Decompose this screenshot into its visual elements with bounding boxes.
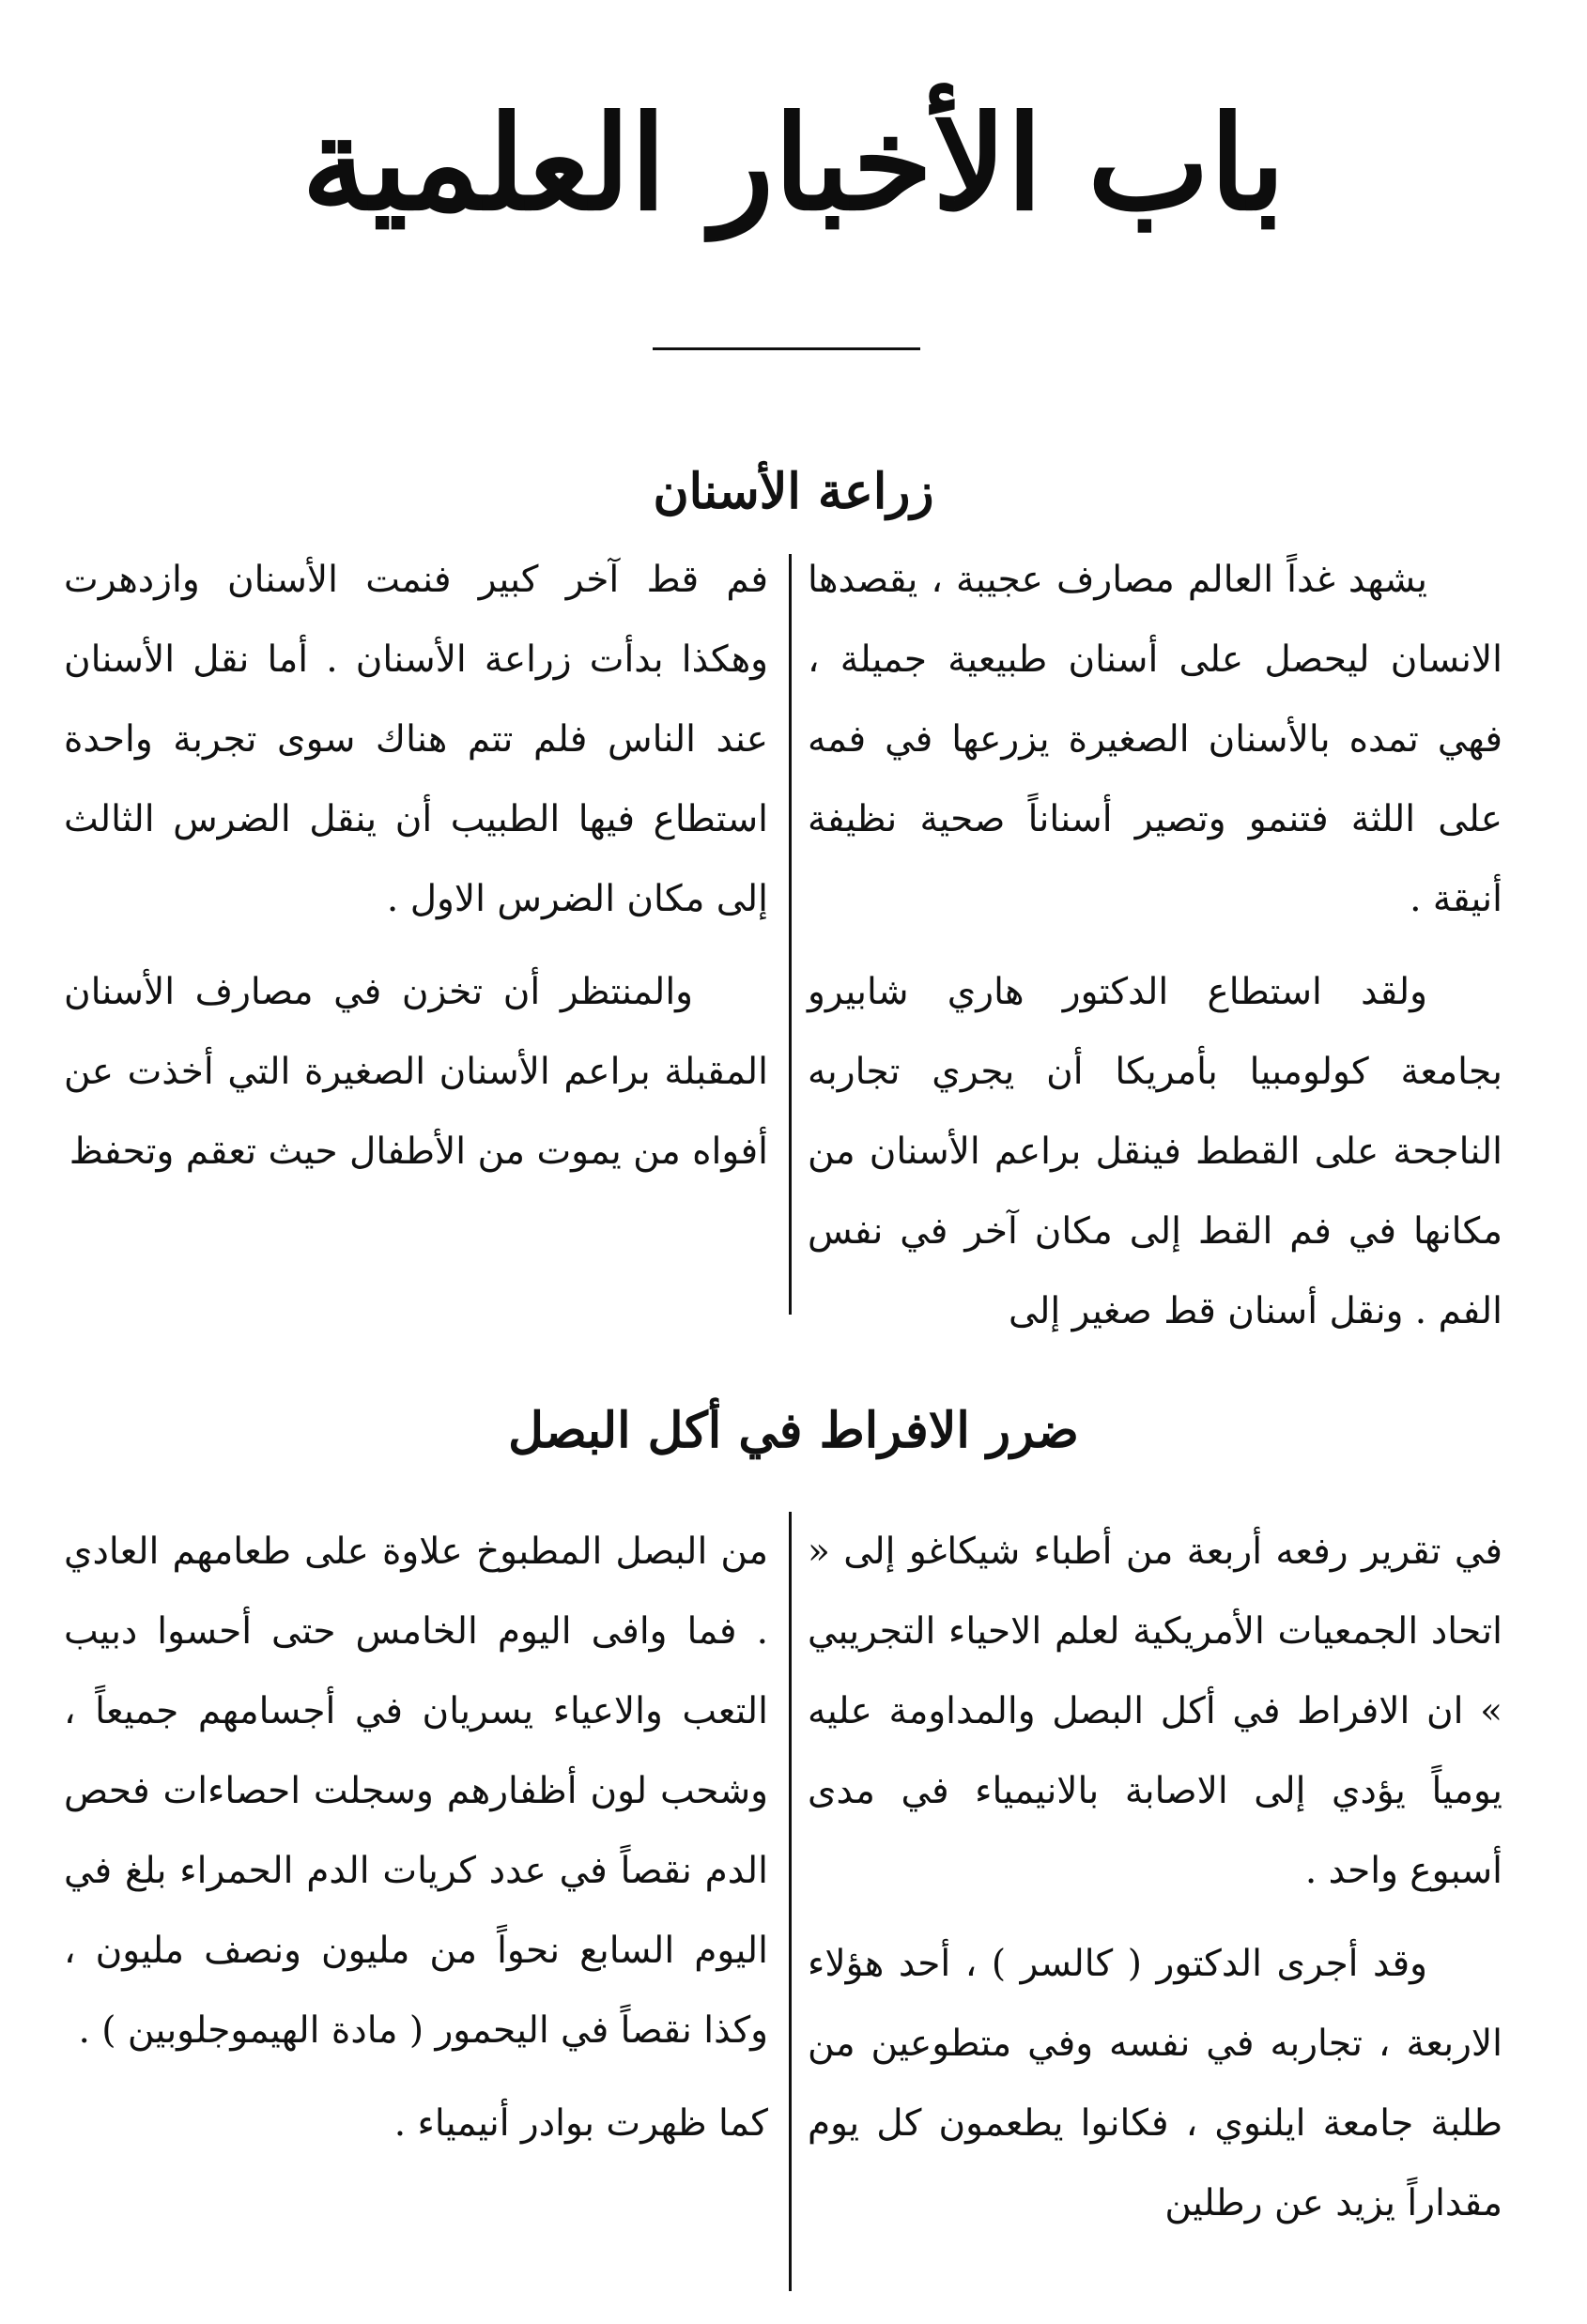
column-divider [789,554,792,1315]
article-paragraph: يشهد غداً العالم مصارف عجيبة ، يقصدها الانسان ليحصل على أسنان طبيعية جميلة ، فهي تمده بالأسنان الصغيرة يزرعها في فمه على اللثة فتنمو وتصير أسناناً صحية نظيفة أنيقة . [808,559,1502,920]
masthead-title: باب الأخبار العلمية [301,86,1286,239]
article-paragraph: والمنتظر أن تخزن في مصارف الأسنان المقبلة براعم الأسنان الصغيرة التي أخذت عن أفواه من يموت من الأطفال حيث تعقم وتحفظ [64,971,768,1173]
article-onion-column-left [64,1512,768,2163]
article-paragraph: في تقرير رفعه أربعة من أطباء شيكاغو إلى « اتحاد الجمعيات الأمريكية لعلم الاحياء التجريبي » ان الافراط في أكل البصل والمداومة عليه يومياً يؤدي إلى الاصابة بالانيمياء في مدى أسبوع واحد . [808,1531,1502,1892]
article-paragraph: ولقد استطاع الدكتور هاري شابيرو بجامعة كولومبيا بأمريكا أن يجري تجاربه الناجحة على القطط فينقل براعم الأسنان من مكانها في فم القط إلى مكان آخر في نفس الفم . ونقل أسنان قط صغير إلى [808,971,1502,1332]
column-divider [789,1512,792,2291]
article-onion-column-right [808,1512,1502,2243]
article-paragraph: وقد أجرى الدكتور ( كالسر ) ، أحد هؤلاء الاربعة ، تجاربه في نفسه وفي متطوعين من طلبة جامعة ايلنوي ، فكانوا يطعمون كل يوم مقداراً يزيد عن رطلين [808,1943,1502,2224]
masthead-divider [653,347,920,350]
article-teeth-column-right [808,540,1502,1351]
article-teeth-column-left [64,540,768,1192]
article-paragraph: كما ظهرت بوادر أنيمياء . [393,2102,768,2145]
article-paragraph: من البصل المطبوخ علاوة على طعامهم العادي . فما وافى اليوم الخامس حتى أحسوا دبيب التعب والاعياء يسريان في أجسامهم جميعاً ، وشحب لون أظفارهم وسجلت احصاءات فحص الدم نقصاً في عدد كريات الدم الحمراء بلغ في اليوم السابع نحواً من مليون ونصف مليون ، وكذا نقصاً في اليحمور ( مادة الهيموجلوبين ) . [64,1531,768,2052]
article-paragraph: فم قط آخر كبير فنمت الأسنان وازدهرت وهكذا بدأت زراعة الأسنان . أما نقل الأسنان عند الناس فلم تتم هناك سوى تجربة واحدة استطاع فيها الطبيب أن ينقل الضرس الثالث إلى مكان الضرس الاول . [64,559,768,920]
section-title-onion-harm: ضرر الافراط في أكل البصل [508,1402,1079,1460]
section-title-teeth-planting: زراعة الأسنان [653,463,934,521]
masthead [0,66,1587,260]
